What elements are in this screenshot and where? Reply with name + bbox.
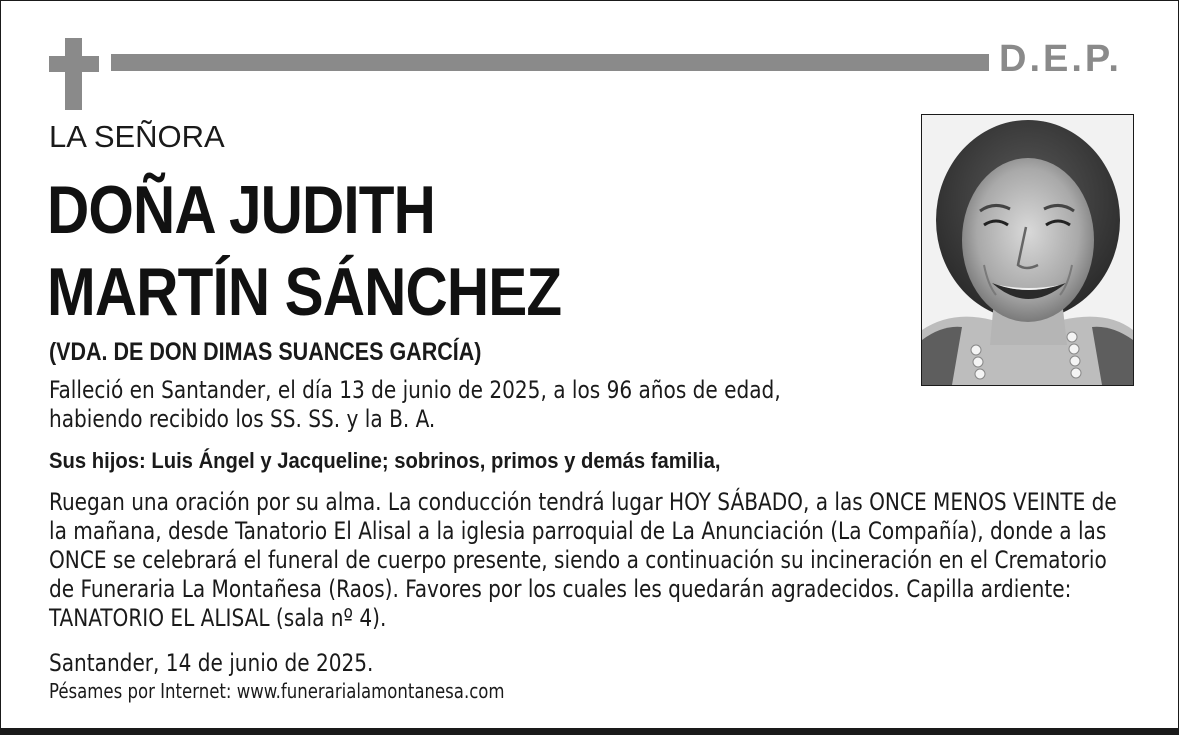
family-list: Sus hijos: Luis Ángel y Jacqueline; sobrinos, primos y demás familia, (49, 448, 721, 473)
header-divider (111, 54, 989, 71)
cross-icon (49, 38, 99, 110)
death-notice: Falleció en Santander, el día 13 de junio de 2025, a los 96 años de edad, habiendo recibido los SS. SS. y la B. A. (49, 376, 781, 433)
name-line-1: DOÑA JUDITH (47, 172, 435, 248)
condolences-link: Pésames por Internet: www.funerarialamontanesa.com (49, 679, 505, 703)
name-line-2: MARTÍN SÁNCHEZ (47, 254, 562, 330)
dep-label: D.E.P. (999, 38, 1122, 80)
deceased-name (47, 169, 561, 333)
honorific: LA SEÑORA (49, 119, 225, 154)
place-date: Santander, 14 de junio de 2025. (49, 649, 374, 677)
portrait-photo (921, 114, 1134, 386)
widow-of: (VDA. DE DON DIMAS SUANCES GARCÍA) (49, 338, 482, 366)
ceremony-details: Ruegan una oración por su alma. La conducción tendrá lugar HOY SÁBADO, a las ONCE MENOS VEINTE de la mañana, desde Tanatorio El Alisal a la iglesia parroquial de La Anunciación (La Compañía), donde a las ONCE se celebrará el funeral de cuerpo presente, siendo a continuación su incineración en el Crematorio de Funeraria La Montañesa (Raos). Favores por los cuales les quedarán agradecidos. Capilla ardiente: TANATORIO EL ALISAL (sala nº 4). (49, 488, 1117, 632)
portrait-illustration (922, 115, 1133, 385)
